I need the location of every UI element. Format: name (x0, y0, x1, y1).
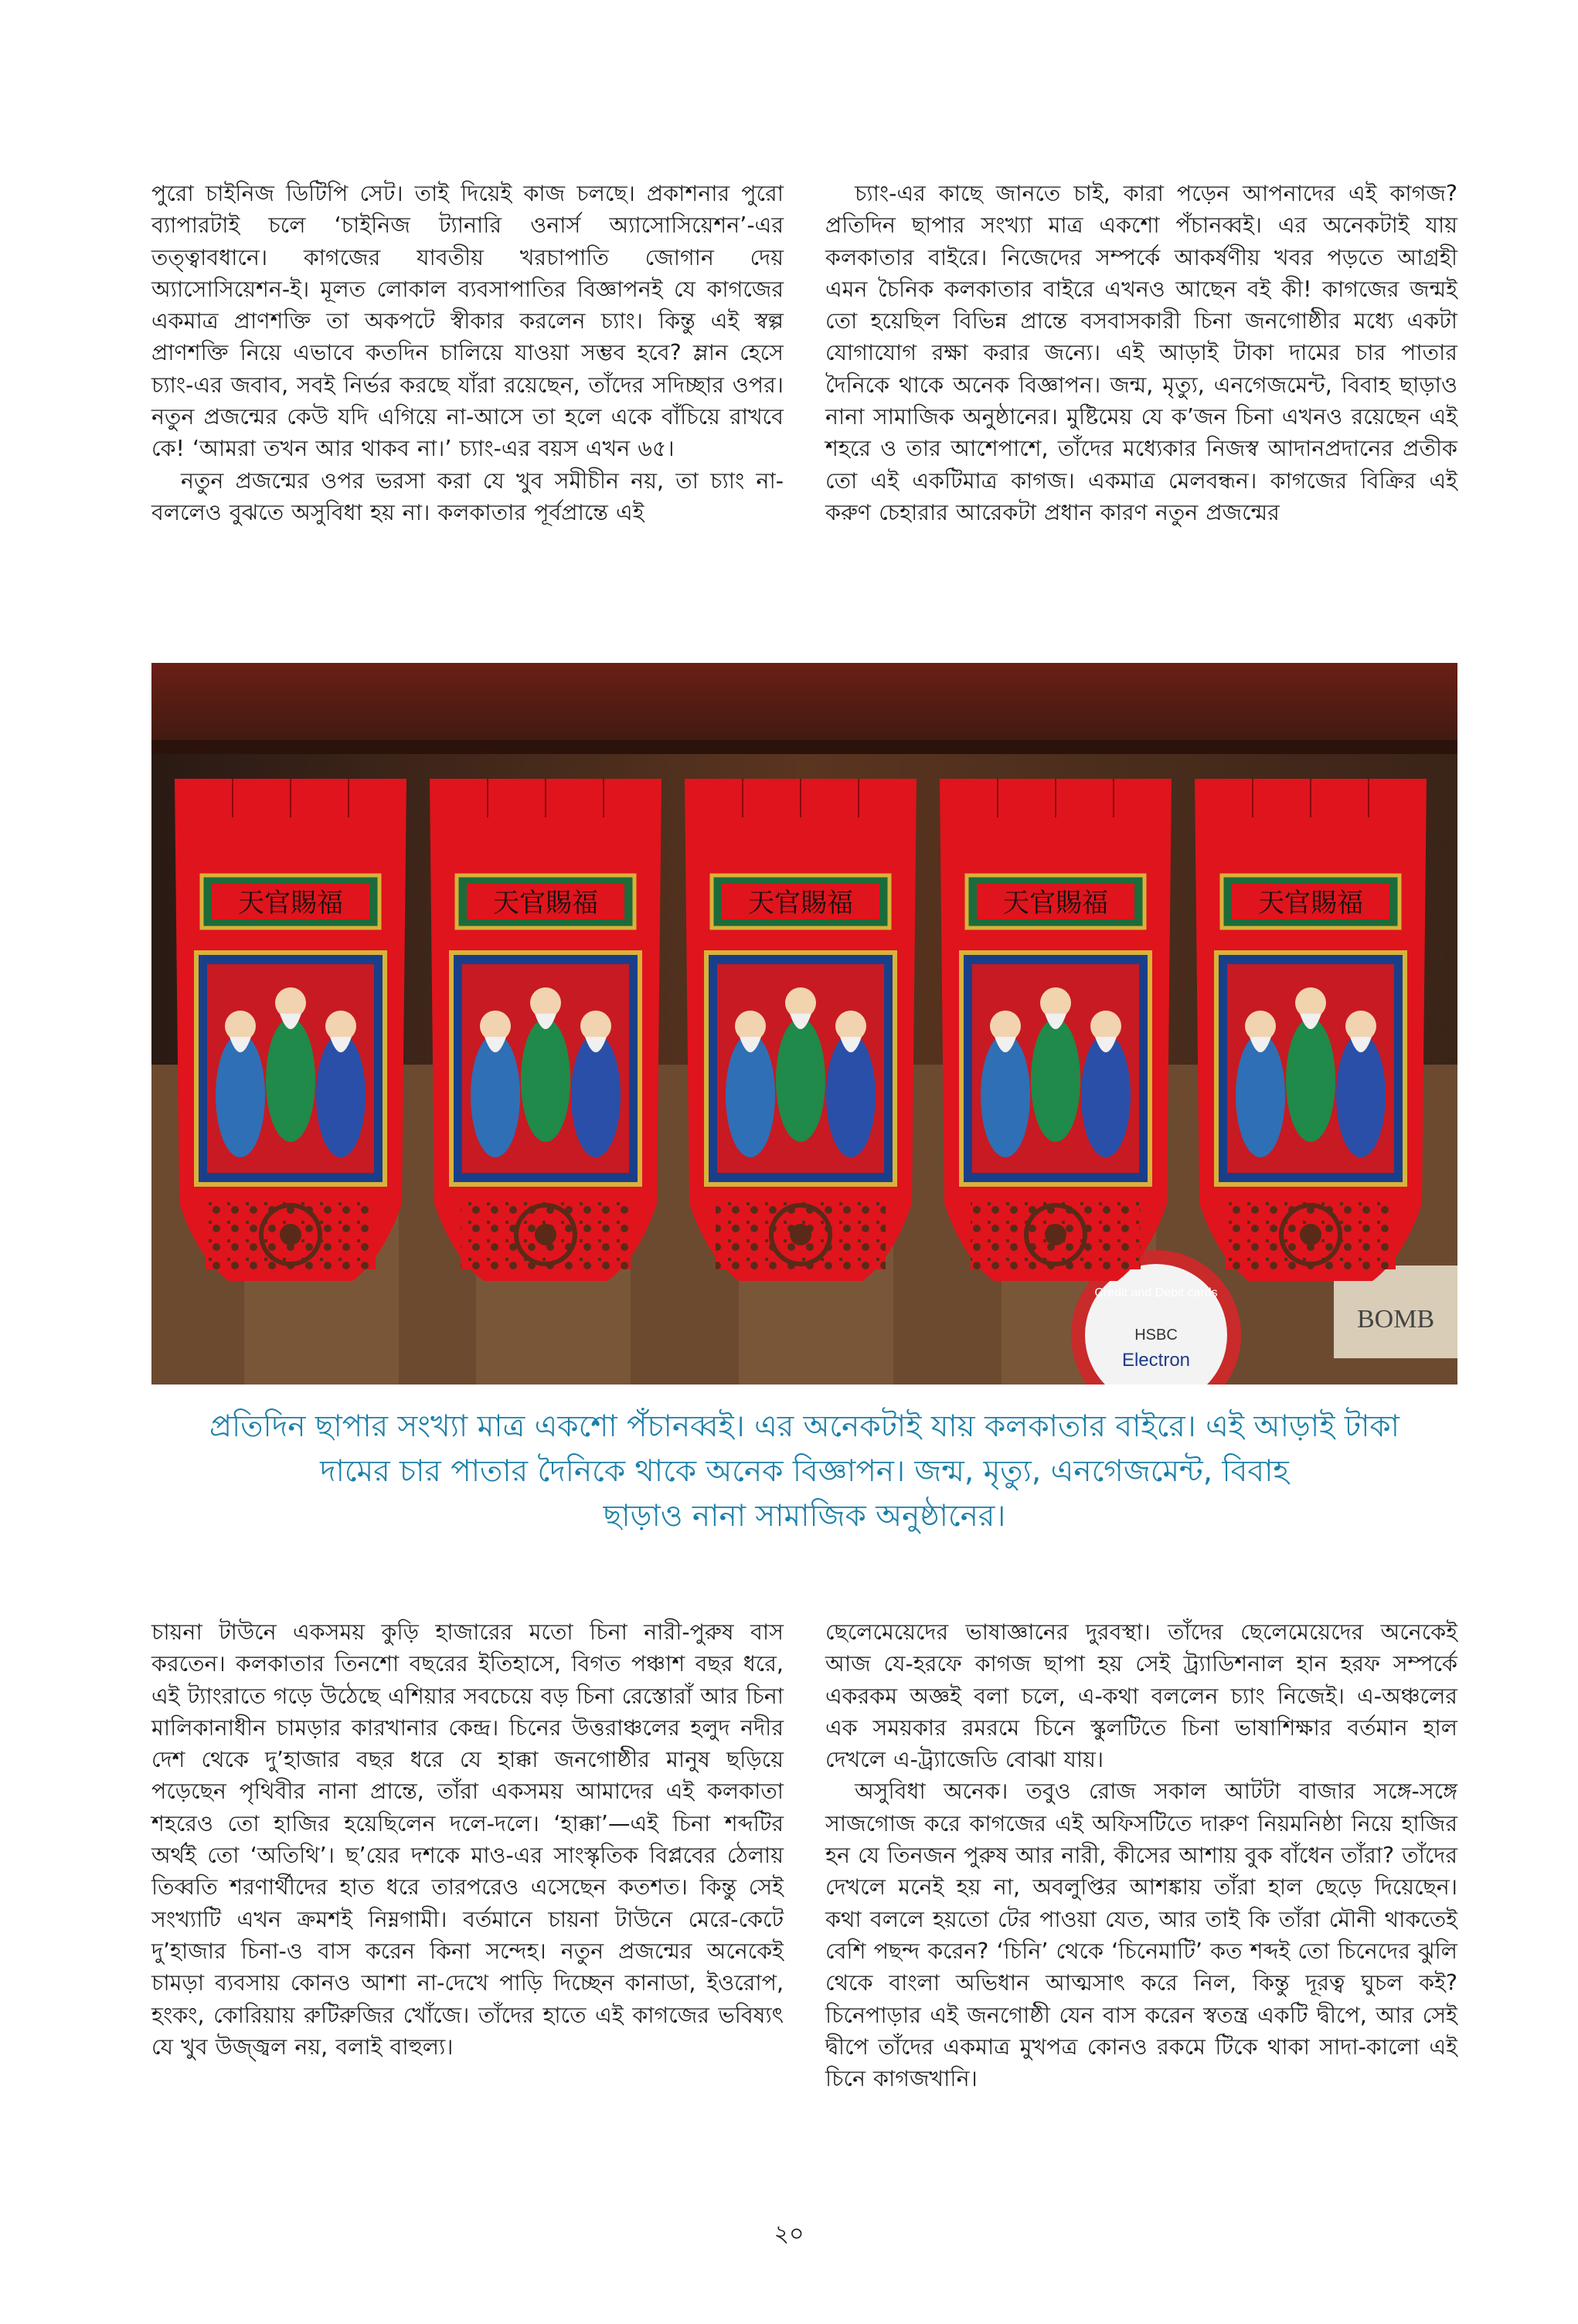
red-banner (685, 779, 917, 1281)
banner-title-text: 天官賜福 (238, 888, 343, 919)
bagua-center (1045, 1224, 1066, 1245)
paragraph: অসুবিধা অনেক। তবুও রোজ সকাল আটটা বাজার সঙ্গে-সঙ্গে সাজগোজ করে কাগজের এই অফিসটিতে দারুণ নিয়মনিষ্ঠা নিয়ে হাজির হন যে তিনজন পুরুষ আর নারী, কীসের আশায় বুক বাঁধেন তাঁরা? তাঁদের দেখলে মনেই হয় না, অবলুপ্তির আশঙ্কায় তাঁরা হাল ছেড়ে দিয়েছেন। কথা বললে হয়তো টের পাওয়া যেত, আর তাই কি তাঁরা মৌনী থাকতেই বেশি পছন্দ করেন? ‘চিনি’ থেকে ‘চিনেমাটি’ কত শব্দই তো চিনেদের ঝুলি থেকে বাংলা অভিধান আত্মসাৎ করে নিল, কিন্তু দূরত্ব ঘুচল কই? চিনেপাড়ার এই জনগোষ্ঠী যেন বাস করেন স্বতন্ত্র একটি দ্বীপে, আর সেই দ্বীপে তাঁদের একমাত্র মুখপত্র কোনও রকমে টিকে থাকা সাদা-কালো এই চিনে কাগজখানি। (825, 1779, 1457, 2092)
red-banner (1195, 779, 1427, 1281)
red-banners (175, 779, 1427, 1281)
red-banner (940, 779, 1172, 1281)
bagua-center (535, 1224, 556, 1245)
photo-caption (151, 1405, 1457, 1539)
article-column-top-right (825, 178, 1457, 528)
paragraph: চ্যাং-এর কাছে জানতে চাই, কারা পড়েন আপনাদের এই কাগজ? প্রতিদিন ছাপার সংখ্যা মাত্র একশো পঁচানব্বই। এর অনেকটাই যায় কলকাতার বাইরে। নিজেদের সম্পর্কে আকর্ষণীয় খবর পড়তে আগ্রহী এমন চৈনিক কলকাতার বাইরে এখনও আছেন বই কী! কাগজের জন্মই তো হয়েছিল বিভিন্ন প্রান্তে বসবাসকারী চিনা জনগোষ্ঠীর মধ্যে একটা যোগাযোগ রক্ষা করার জন্যে। এই আড়াই টাকা দামের চার পাতার দৈনিকে থাকে অনেক বিজ্ঞাপন। জন্ম, মৃত্যু, এনগেজমেন্ট, বিবাহ ছাড়াও নানা সামাজিক অনুষ্ঠানের। মুষ্টিমেয় যে ক’জন চিনা এখনও রয়েছেন এই শহরে ও তার আশেপাশে, তাঁদের মধ্যেকার নিজস্ব আদানপ্রদানের প্রতীক তো এই একটিমাত্র কাগজ। একমাত্র মেলবন্ধন। কাগজের বিক্রির এই করুণ চেহারার আরেকটা প্রধান কারণ নতুন প্রজন্মের (825, 181, 1457, 525)
paragraph: পুরো চাইনিজ ডিটিপি সেট। তাই দিয়েই কাজ চলছে। প্রকাশনার পুরো ব্যাপারটাই চলে ‘চাইনিজ ট্যানারি ওনার্স অ্যাসোসিয়েশন’-এর তত্ত্বাবধানে। কাগজের যাবতীয় খরচাপাতি জোগান দেয় অ্যাসোসিয়েশন-ই। মূলত লোকাল ব্যবসাপাতির বিজ্ঞাপনই যে কাগজের একমাত্র প্রাণশক্তি তা অকপটে স্বীকার করলেন চ্যাং। কিন্তু এই স্বল্প প্রাণশক্তি নিয়ে এভাবে কতদিন চালিয়ে যাওয়া সম্ভব হবে? ম্লান হেসে চ্যাং-এর জবাব, সবই নির্ভর করছে যাঁরা রয়েছেন, তাঁদের সদিচ্ছার ওপর। নতুন প্রজন্মের কেউ যদি এগিয়ে না-আসে তা হলে একে বাঁচিয়ে রাখবে কে! ‘আমরা তখন আর থাকব না।’ চ্যাং-এর বয়স এখন ৬৫। (151, 181, 784, 462)
photo-chinese-red-paper-banners (151, 663, 1457, 1385)
deity-figure (776, 1018, 825, 1142)
electron-label: Electron (1121, 1350, 1191, 1371)
caption-line: দামের চার পাতার দৈনিকে থাকে অনেক বিজ্ঞাপন। জন্ম, মৃত্যু, এনগেজমেন্ট, বিবাহ (320, 1454, 1289, 1489)
deity-figure (521, 1018, 570, 1142)
paragraph: ছেলেমেয়েদের ভাষাজ্ঞানের দুরবস্থা। তাঁদের ছেলেমেয়েদের অনেকেই আজ যে-হরফে কাগজ ছাপা হয় সেই ট্র্যাডিশনাল হান হরফ সম্পর্কে একরকম অজ্ঞই বলা চলে, এ-কথা বললেন চ্যাং নিজেই। এ-অঞ্চলের এক সময়কার রমরমে চিনে স্কুলটিতে চিনা ভাষাশিক্ষার বর্তমান হাল দেখলে এ-ট্র্যাজেডি বোঝা যায়। (825, 1619, 1457, 1773)
red-banner (430, 779, 661, 1281)
sign-text: BOMB (1357, 1305, 1435, 1334)
article-column-bottom-left (151, 1616, 784, 2063)
hsbc-label: HSBC (1134, 1327, 1178, 1344)
bagua-center (1300, 1224, 1321, 1245)
banner-title-text: 天官賜福 (493, 888, 598, 919)
article-column-bottom-right (825, 1616, 1457, 2095)
paragraph: নতুন প্রজন্মের ওপর ভরসা করা যে খুব সমীচীন নয়, তা চ্যাং না-বললেও বুঝতে অসুবিধা হয় না। কলকাতার পূর্বপ্রান্তে এই (151, 467, 784, 525)
bagua-center (280, 1224, 301, 1245)
bagua-center (790, 1224, 811, 1245)
card-label: Credit and Debit cards (1094, 1286, 1218, 1300)
banner-title-text: 天官賜福 (1003, 888, 1108, 919)
banner-title-text: 天官賜福 (1258, 888, 1363, 919)
caption-line: ছাড়াও নানা সামাজিক অনুষ্ঠানের। (603, 1499, 1006, 1534)
article-column-top-left (151, 178, 784, 528)
paragraph: চায়না টাউনে একসময় কুড়ি হাজারের মতো চিনা নারী-পুরুষ বাস করতেন। কলকাতার তিনশো বছরের ইতিহাসে, বিগত পঞ্চাশ বছর ধরে, এই ট্যাংরাতে গড়ে উঠেছে এশিয়ার সবচেয়ে বড় চিনা রেস্তোরাঁ আর চিনা মালিকানাধীন চামড়ার কারখানার কেন্দ্র। চিনের উত্তরাঞ্চলের হলুদ নদীর দেশ থেকে দু’হাজার বছর ধরে যে হাক্কা জনগোষ্ঠীর মানুষ ছড়িয়ে পড়েছেন পৃথিবীর নানা প্রান্তে, তাঁরা একসময় আমাদের এই কলকাতা শহরেও তো হাজির হয়েছিলেন দলে-দলে। ‘হাক্কা’—এই চিনা শব্দটির অর্থই তো ‘অতিথি’। ছ’য়ের দশকে মাও-এর সাংস্কৃতিক বিপ্লবের ঠেলায় তিব্বতি শরণার্থীদের হাত ধরে তারপরেও এসেছেন কতশত। কিন্তু সেই সংখ্যাটি এখন ক্রমশই নিম্নগামী। বর্তমানে চায়না টাউনে মেরে-কেটে দু’হাজার চিনা-ও বাস করেন কিনা সন্দেহ। নতুন প্রজন্মের অনেকেই চামড়া ব্যবসায় কোনও আশা না-দেখে পাড়ি দিচ্ছেন কানাডা, ইওরোপ, হংকং, কোরিয়ায় রুটিরুজির খোঁজে। তাঁদের হাতে এই কাগজের ভবিষ্যৎ যে খুব উজ্জ্বল নয়, বলাই বাহুল্য। (151, 1619, 784, 2060)
deity-figure (266, 1018, 315, 1142)
page-number: ২০ (774, 2220, 804, 2248)
banner-title-text: 天官賜福 (748, 888, 853, 919)
deity-figure (1031, 1018, 1080, 1142)
red-banner (175, 779, 406, 1281)
deity-figure (1286, 1018, 1335, 1142)
caption-line: প্রতিদিন ছাপার সংখ্যা মাত্র একশো পঁচানব্বই। এর অনেকটাই যায় কলকাতার বাইরে। এই আড়াই টাকা (209, 1409, 1399, 1444)
